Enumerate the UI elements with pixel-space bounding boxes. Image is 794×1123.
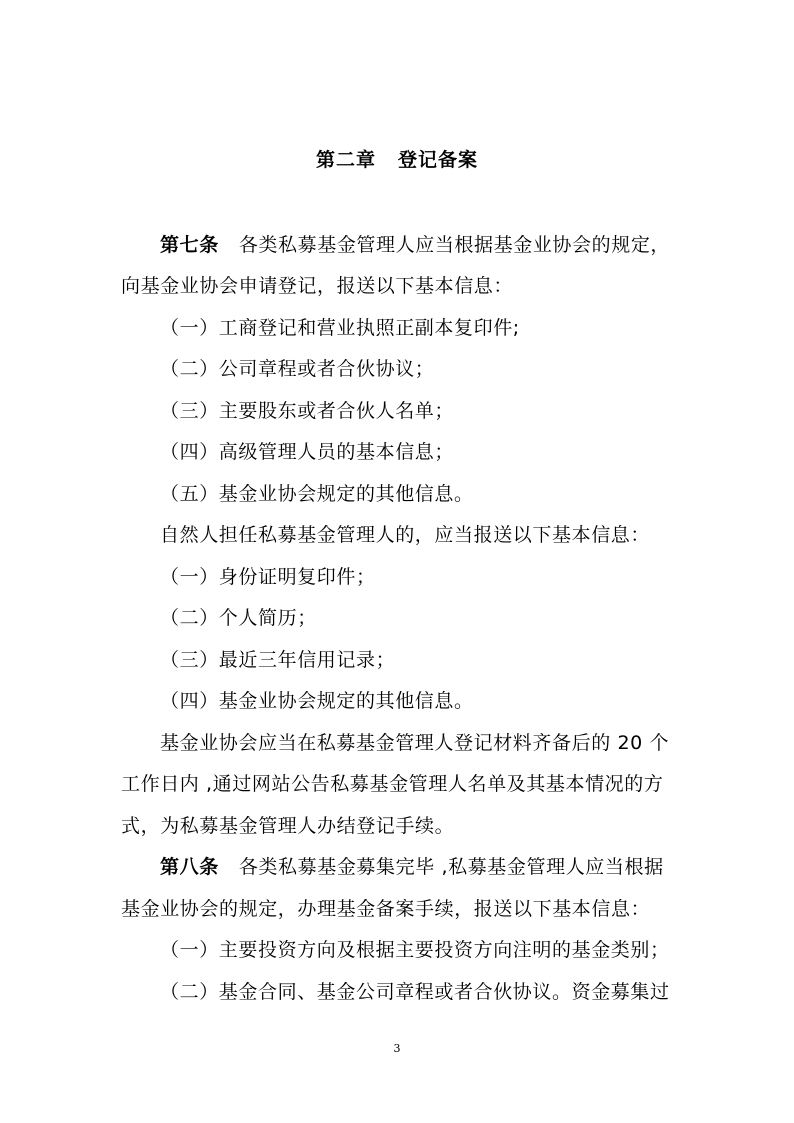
chapter-number: 第二章 [315,149,376,171]
chapter-title [0,146,794,174]
article7-line1-text: 各类私募基金管理人应当根据基金业协会的规定， [238,234,671,256]
article8-item-2: （二）基金合同、基金公司章程或者合伙协议。资金募集过 [160,981,670,1003]
article7-paragraph-line2: 向基金业协会申请登记，报送以下基本信息： [121,275,514,297]
article8-heading: 第八条 [160,856,219,878]
article7-paragraph-line1 [160,231,670,259]
page-number: 3 [393,1042,401,1055]
natural-item-4: （四）基金业协会规定的其他信息。 [160,690,474,712]
article8-paragraph-line1 [160,853,664,881]
natural-item-3: （三）最近三年信用记录； [160,649,396,671]
natural-item-1: （一）身份证明复印件； [160,566,376,588]
article7-item-4: （四）高级管理人员的基本信息； [160,441,455,463]
article7-item-2: （二）公司章程或者合伙协议； [160,358,435,380]
article7-heading: 第七条 [160,234,219,256]
article8-line1-text: 各类私募基金募集完毕 ,私募基金管理人应当根据 [238,856,664,878]
registration-closing-line1: 基金业协会应当在私募基金管理人登记材料齐备后的 20 个 [160,732,670,754]
article7-item-5: （五）基金业协会规定的其他信息。 [160,483,474,505]
natural-item-2: （二）个人简历； [160,607,317,629]
article8-item-1: （一）主要投资方向及根据主要投资方向注明的基金类别； [160,939,670,961]
registration-closing-line3: 式，为私募基金管理人办结登记手续。 [121,815,455,837]
natural-person-intro: 自然人担任私募基金管理人的，应当报送以下基本信息： [160,524,651,546]
registration-closing-line2: 工作日内 ,通过网站公告私募基金管理人名单及其基本情况的方 [121,773,664,795]
article8-paragraph-line2: 基金业协会的规定，办理基金备案手续，报送以下基本信息： [121,898,651,920]
article7-item-3: （三）主要股东或者合伙人名单； [160,400,455,422]
article7-item-1: （一）工商登记和营业执照正副本复印件; [160,317,520,339]
chapter-name: 登记备案 [398,149,479,171]
